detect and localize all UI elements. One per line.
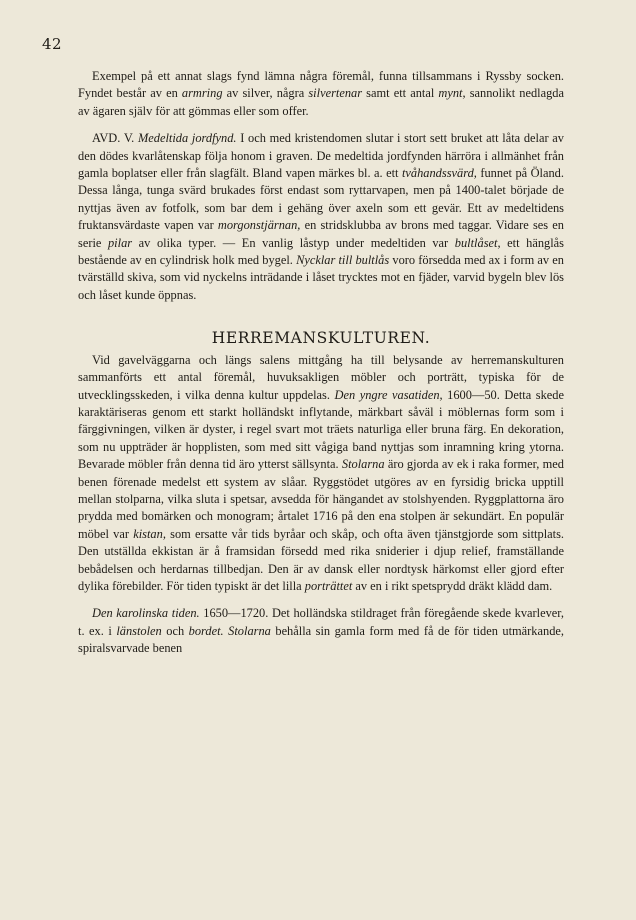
text-run: och: [161, 623, 189, 638]
italic-term: mynt,: [438, 86, 466, 101]
text-run: av olika typer. — En vanlig låstyp under medeltiden var: [132, 235, 455, 250]
italic-term: Stolarna: [228, 623, 271, 638]
italic-term: kistan,: [133, 526, 166, 541]
italic-term: morgonstjärnan,: [217, 218, 301, 233]
text-run: funnet på Öland. Dessa långa, tunga svärd brukades först endast som ryttarvapen, men på 1400-talet började de nyttjas även av fotfolk, som bar dem i gehäng över axeln som ett gevär. Ett av medeltidens fruktansvärdaste vapen var: [78, 166, 564, 233]
body-text: [78, 68, 564, 658]
italic-term: armring: [181, 86, 223, 101]
text-run: äro gjorda av ek i raka former, med benen förenade medelst ett system av slåar. Ryggstödet utgöres av en fyrsidig bricka upptill mellan stolparna, vilka sluta i spetsar, avsedda för hängandet av stolshyenden. Ryggplattorna äro prydda med bomärken och monogram; årtalet 1716 på den ena stolpen är sekundärt. En populär möbel var: [78, 457, 564, 541]
italic-term: Medeltida jordfynd.: [137, 131, 237, 146]
text-run: behålla sin gamla form med få de för tiden utmärkande, spiralsvarvade benen: [78, 623, 564, 656]
section-heading: HERREMANSKULTUREN.: [211, 329, 431, 348]
text-run: I och med kristendomen slutar i stort sett bruket att låta delar av den dödes kvarlåtenskap följa honom i graven. De medeltida jordfynden härröra i allmänhet från gamla boplatser eller från slagfält. Bland vapen märkes bl. a. ett: [78, 131, 564, 181]
text-run: ett hänglås bestående av en cylindrisk holk med bygel.: [78, 235, 564, 268]
text-run: voro försedda med ax i form av en tvärställd skiva, som vid nyckelns inträdande i låset trycktes mot en fjäder, varvid bygeln blev lös och låset kunde öppnas.: [78, 253, 564, 302]
text-run: som ersatte vår tids byråar och skåp, och ofta även tjänstgjorde som sittplats. Den utställda ekkistan är å framsidan försedd med rika sniderier i djup relief, framställande bebådelsen och herdarnas tillbedjan. Den är av dansk eller nordtysk härkomst eller gjord efter dylika förebilder. För tiden typiskt är det lilla: [78, 526, 564, 593]
italic-term: bordet.: [188, 623, 224, 638]
italic-term: pilar: [107, 235, 133, 250]
text-run: AVD. V.: [92, 131, 138, 146]
text-run: Exempel på ett annat slags fynd lämna några föremål, funna tillsammans i Ryssby socken. Fyndet består av en: [78, 69, 564, 101]
paragraph: [78, 130, 564, 304]
paragraph: [78, 68, 564, 120]
text-run: sannolikt nedlagda av ägaren själv för att gömmas eller som offer.: [78, 86, 564, 118]
page-number: 42: [42, 35, 63, 53]
paragraph: [78, 605, 564, 657]
italic-term: länstolen: [116, 623, 162, 638]
italic-term: porträttet: [304, 578, 353, 593]
italic-term: tvåhandssvärd,: [401, 166, 477, 181]
italic-term: Den yngre vasatiden,: [334, 387, 443, 402]
text-run: 1650—1720. Det holländska stildraget från föregående skede kvarlever, t. ex. i: [78, 606, 564, 638]
paragraph: [78, 352, 564, 596]
text-run: av en i rikt spetsprydd dräkt klädd dam.: [352, 578, 553, 593]
text-run: 1600—50. Detta skede karaktäriseras genom ett starkt holländskt inflytande, märkbart såväl i möblernas form som i färggivningen, vilken är dyster, i regel svart mot träets naturliga eller bruna färg. En dekoration, som nu uppträder är hopplisten, som med sitt vågiga band nyttjas som inramning kring ytorna. Bevarade möbler från denna tid äro ytterst sällsynta.: [78, 387, 564, 472]
italic-term: silvertenar: [308, 86, 363, 101]
text-run: Vid gavelväggarna och längs salens mittgång ha till belysande av herremanskulturen sammanförts ett antal föremål, huvuksakligen möbler och porträtt, typiska för de utvecklingsskeden, i vilka denna kultur uppdelas.: [78, 352, 564, 402]
italic-term: bultlåset,: [454, 235, 501, 250]
text-run: en stridsklubba av brons med taggar. Vidare ses en serie: [78, 218, 564, 250]
text-run: samt ett antal: [362, 86, 439, 101]
italic-term: Stolarna: [341, 457, 385, 472]
text-run: av silver, några: [222, 86, 309, 101]
italic-term: Nycklar till bultlås: [296, 253, 390, 268]
italic-term: Den karolinska tiden.: [92, 606, 200, 621]
